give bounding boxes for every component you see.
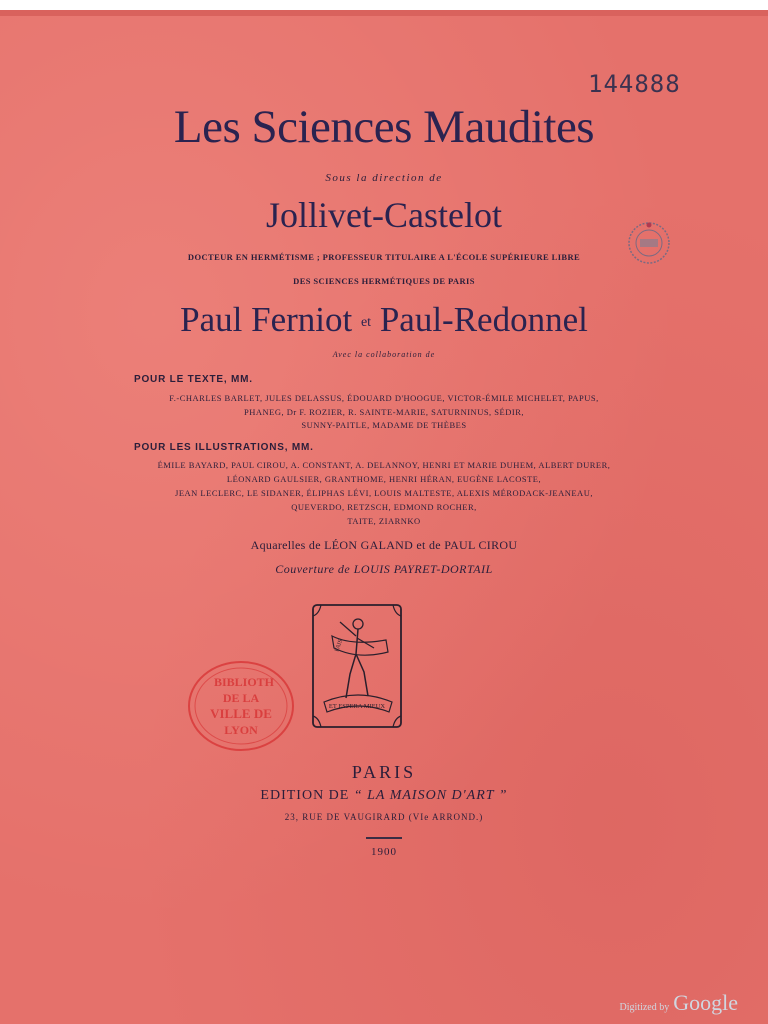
authors-line	[0, 300, 768, 340]
divider	[366, 837, 402, 839]
cover-credit: Couverture de LOUIS PAYRET-DORTAIL	[275, 562, 493, 576]
texte-names-line: PHANEG, Dr F. ROZIER, R. SAINTE-MARIE, SATURNINUS, SÉDIR,	[244, 407, 524, 417]
publisher-name: “ LA MAISON D'ART ”	[353, 788, 508, 803]
direction-line: Sous la direction de	[325, 172, 443, 184]
illustrations-names-line: ÉMILE BAYARD, PAUL CIROU, A. CONSTANT, A. DELANNOY, HENRI ET MARIE DUHEM, ALBERT DURER,	[157, 460, 611, 470]
publication-city: PARIS	[351, 762, 417, 782]
mark-motto: ET ESPERA MIEUX	[328, 703, 386, 710]
authors-conjunction: et	[360, 314, 372, 330]
illustrations-names-line: LÉONARD GAULSIER, GRANTHOME, HENRI HÉRAN, EUGÈNE LACOSTE,	[226, 474, 542, 484]
collaboration-line: Avec la collaboration de	[332, 350, 436, 359]
editor-credentials-line-1: DOCTEUR EN HERMÉTISME ; PROFESSEUR TITULAIRE A L'ÉCOLE SUPÉRIEURE LIBRE	[187, 252, 581, 262]
illustrations-heading: POUR LES ILLUSTRATIONS, MM.	[134, 442, 314, 453]
stamp-line: BIBLIOTH	[213, 675, 275, 689]
author-first: Paul Ferniot	[180, 300, 353, 339]
printers-mark-emblem	[310, 602, 404, 730]
digitization-watermark: Digitized by Google	[619, 990, 738, 1015]
publisher-prefix: EDITION DE	[260, 788, 350, 803]
texte-heading: POUR LE TEXTE, MM.	[134, 374, 253, 385]
editor-name: Jollivet-Castelot	[266, 195, 502, 235]
book-title: Les Sciences Maudites	[173, 101, 595, 153]
publication-year: 1900	[371, 846, 397, 858]
illustrations-names-line: TAITE, ZIARNKO	[347, 516, 421, 526]
watercolours-credit: Aquarelles de LÉON GALAND et de PAUL CIROU	[250, 538, 518, 552]
illustrations-names-line: JEAN LECLERC, LE SIDANER, ÉLIPHAS LÉVI, LOUIS MALTESTE, ALEXIS MÉRODACK-JEANEAU,	[175, 488, 593, 498]
library-seal-icon	[626, 220, 672, 266]
publisher-address: 23, RUE DE VAUGIRARD (VIe ARROND.)	[284, 812, 484, 822]
texte-names-line: SUNNY-PAITLE, MADAME DE THÈBES	[301, 420, 467, 430]
texte-names-line: F.-CHARLES BARLET, JULES DELASSUS, ÉDOUARD D'HOOGUE, VICTOR-ÉMILE MICHELET, PAPUS,	[169, 393, 599, 403]
title-page	[0, 10, 768, 1024]
publisher-line	[0, 788, 768, 804]
library-stamp	[186, 658, 296, 754]
stamp-line: LYON	[224, 723, 258, 737]
author-second: Paul-Redonnel	[379, 300, 588, 339]
illustrations-names-line: QUEVERDO, RETZSCH, EDMOND ROCHER,	[291, 502, 477, 512]
mark-side-text: FAIS	[334, 638, 345, 653]
stamp-line: VILLE DE	[210, 706, 272, 721]
editor-credentials-line-2: DES SCIENCES HERMÉTIQUES DE PARIS	[293, 276, 475, 286]
stamp-line: DE LA	[222, 691, 260, 705]
shelfmark-number: 144888	[588, 70, 681, 98]
